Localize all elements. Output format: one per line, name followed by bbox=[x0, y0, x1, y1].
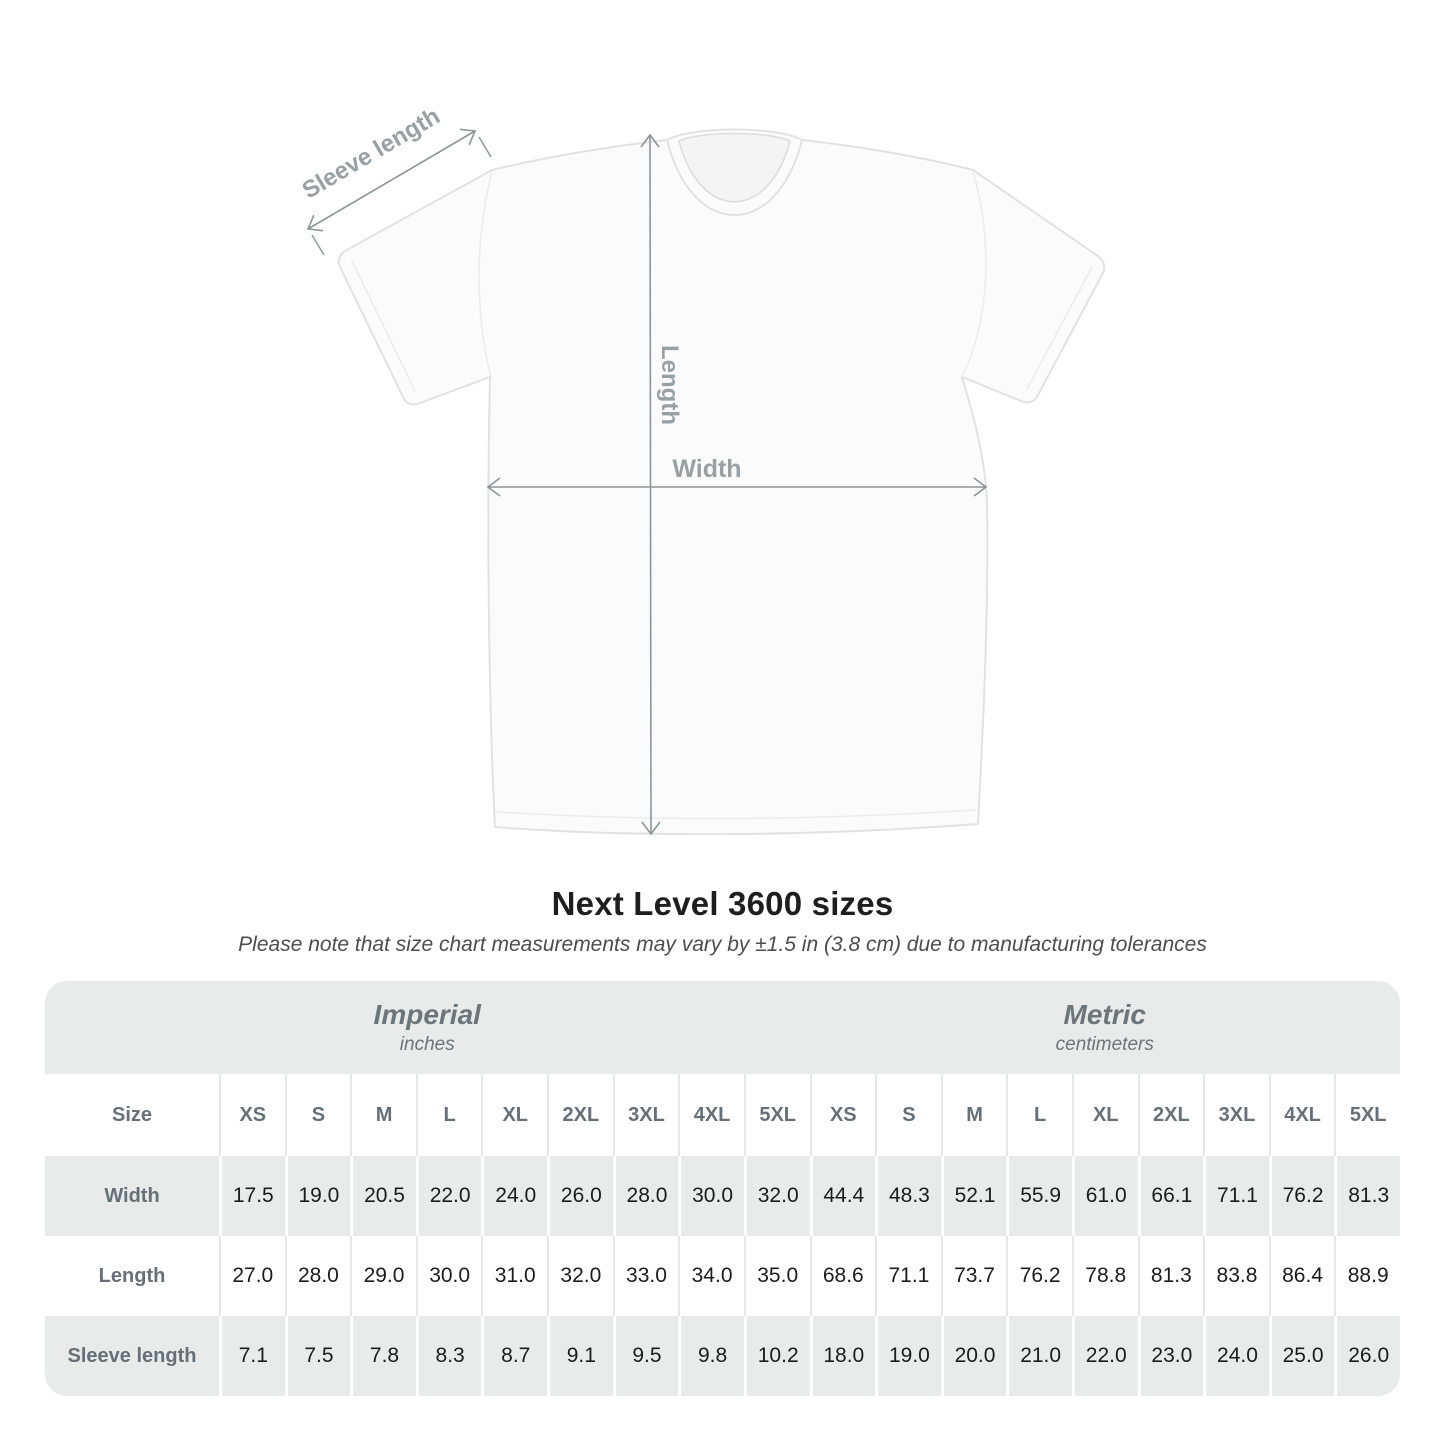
value-cell: 8.7 bbox=[481, 1316, 547, 1396]
row-label: Length bbox=[45, 1236, 219, 1316]
imperial-unit: inches bbox=[399, 1034, 455, 1055]
value-cell: 19.0 bbox=[285, 1156, 351, 1236]
length-label: Length bbox=[656, 345, 683, 425]
value-cell: 26.0 bbox=[547, 1156, 613, 1236]
length-arrow bbox=[650, 135, 651, 834]
value-cell: 32.0 bbox=[547, 1236, 613, 1316]
col-header: XL bbox=[1072, 1074, 1138, 1156]
value-cell: 32.0 bbox=[744, 1156, 810, 1236]
value-cell: 88.9 bbox=[1334, 1236, 1400, 1316]
value-cell: 7.1 bbox=[219, 1316, 285, 1396]
col-header: M bbox=[941, 1074, 1007, 1156]
value-cell: 7.5 bbox=[285, 1316, 351, 1396]
value-cell: 78.8 bbox=[1072, 1236, 1138, 1316]
value-cell: 31.0 bbox=[481, 1236, 547, 1316]
value-cell: 27.0 bbox=[219, 1236, 285, 1316]
imperial-section-header bbox=[45, 999, 810, 1056]
value-cell: 9.5 bbox=[613, 1316, 679, 1396]
value-cell: 33.0 bbox=[613, 1236, 679, 1316]
value-cell: 68.6 bbox=[810, 1236, 876, 1316]
value-cell: 7.8 bbox=[350, 1316, 416, 1396]
col-header: 4XL bbox=[678, 1074, 744, 1156]
value-cell: 83.8 bbox=[1203, 1236, 1269, 1316]
value-cell: 71.1 bbox=[875, 1236, 941, 1316]
sleeve-length-label: Sleeve length bbox=[297, 102, 445, 205]
value-cell: 18.0 bbox=[810, 1316, 876, 1396]
col-header: 2XL bbox=[547, 1074, 613, 1156]
col-header: 3XL bbox=[613, 1074, 679, 1156]
col-header: L bbox=[416, 1074, 482, 1156]
size-chart-table bbox=[45, 981, 1400, 1396]
sleeve-arrow-end-tick bbox=[479, 137, 491, 157]
value-cell: 29.0 bbox=[350, 1236, 416, 1316]
col-header: XS bbox=[219, 1074, 285, 1156]
metric-section-header bbox=[810, 999, 1401, 1056]
value-cell: 66.1 bbox=[1138, 1156, 1204, 1236]
value-cell: 19.0 bbox=[875, 1316, 941, 1396]
col-header: M bbox=[350, 1074, 416, 1156]
col-header: XS bbox=[810, 1074, 876, 1156]
value-cell: 73.7 bbox=[941, 1236, 1007, 1316]
value-cell: 25.0 bbox=[1269, 1316, 1335, 1396]
value-cell: 22.0 bbox=[1072, 1316, 1138, 1396]
value-cell: 76.2 bbox=[1006, 1236, 1072, 1316]
unit-section-band bbox=[45, 981, 1400, 1074]
value-cell: 8.3 bbox=[416, 1316, 482, 1396]
value-cell: 44.4 bbox=[810, 1156, 876, 1236]
value-cell: 35.0 bbox=[744, 1236, 810, 1316]
width-label: Width bbox=[672, 455, 742, 483]
value-cell: 76.2 bbox=[1269, 1156, 1335, 1236]
col-header: 3XL bbox=[1203, 1074, 1269, 1156]
size-header: Size bbox=[45, 1074, 219, 1156]
sleeve-length-row bbox=[45, 1316, 1400, 1396]
value-cell: 55.9 bbox=[1006, 1156, 1072, 1236]
col-header: 5XL bbox=[1334, 1074, 1400, 1156]
value-cell: 28.0 bbox=[613, 1156, 679, 1236]
length-row bbox=[45, 1236, 1400, 1316]
value-cell: 30.0 bbox=[416, 1236, 482, 1316]
col-header: 5XL bbox=[744, 1074, 810, 1156]
value-cell: 9.1 bbox=[547, 1316, 613, 1396]
col-header: S bbox=[285, 1074, 351, 1156]
value-cell: 34.0 bbox=[678, 1236, 744, 1316]
value-cell: 81.3 bbox=[1138, 1236, 1204, 1316]
page-title: Next Level 3600 sizes bbox=[551, 885, 894, 922]
value-cell: 20.0 bbox=[941, 1316, 1007, 1396]
col-header: L bbox=[1006, 1074, 1072, 1156]
row-label: Sleeve length bbox=[45, 1316, 219, 1396]
value-cell: 20.5 bbox=[350, 1156, 416, 1236]
value-cell: 71.1 bbox=[1203, 1156, 1269, 1236]
value-cell: 30.0 bbox=[678, 1156, 744, 1236]
value-cell: 26.0 bbox=[1334, 1316, 1400, 1396]
value-cell: 28.0 bbox=[285, 1236, 351, 1316]
value-cell: 17.5 bbox=[219, 1156, 285, 1236]
col-header: XL bbox=[481, 1074, 547, 1156]
value-cell: 22.0 bbox=[416, 1156, 482, 1236]
value-cell: 48.3 bbox=[875, 1156, 941, 1236]
metric-title: Metric bbox=[1063, 999, 1146, 1030]
value-cell: 81.3 bbox=[1334, 1156, 1400, 1236]
col-header: 2XL bbox=[1138, 1074, 1204, 1156]
value-cell: 24.0 bbox=[481, 1156, 547, 1236]
value-cell: 21.0 bbox=[1006, 1316, 1072, 1396]
row-label: Width bbox=[45, 1156, 219, 1236]
col-header: S bbox=[875, 1074, 941, 1156]
value-cell: 9.8 bbox=[678, 1316, 744, 1396]
size-header-row bbox=[45, 1074, 1400, 1156]
value-cell: 23.0 bbox=[1138, 1316, 1204, 1396]
metric-unit: centimeters bbox=[1055, 1034, 1154, 1055]
value-cell: 86.4 bbox=[1269, 1236, 1335, 1316]
value-cell: 10.2 bbox=[744, 1316, 810, 1396]
value-cell: 52.1 bbox=[941, 1156, 1007, 1236]
width-row bbox=[45, 1156, 1400, 1236]
sleeve-arrow-start-tick bbox=[312, 235, 324, 255]
value-cell: 24.0 bbox=[1203, 1316, 1269, 1396]
value-cell: 61.0 bbox=[1072, 1156, 1138, 1236]
imperial-title: Imperial bbox=[373, 999, 481, 1030]
tolerance-note: Please note that size chart measurements may vary by ±1.5 in (3.8 cm) due to manufacturing tolerances bbox=[238, 933, 1207, 956]
col-header: 4XL bbox=[1269, 1074, 1335, 1156]
